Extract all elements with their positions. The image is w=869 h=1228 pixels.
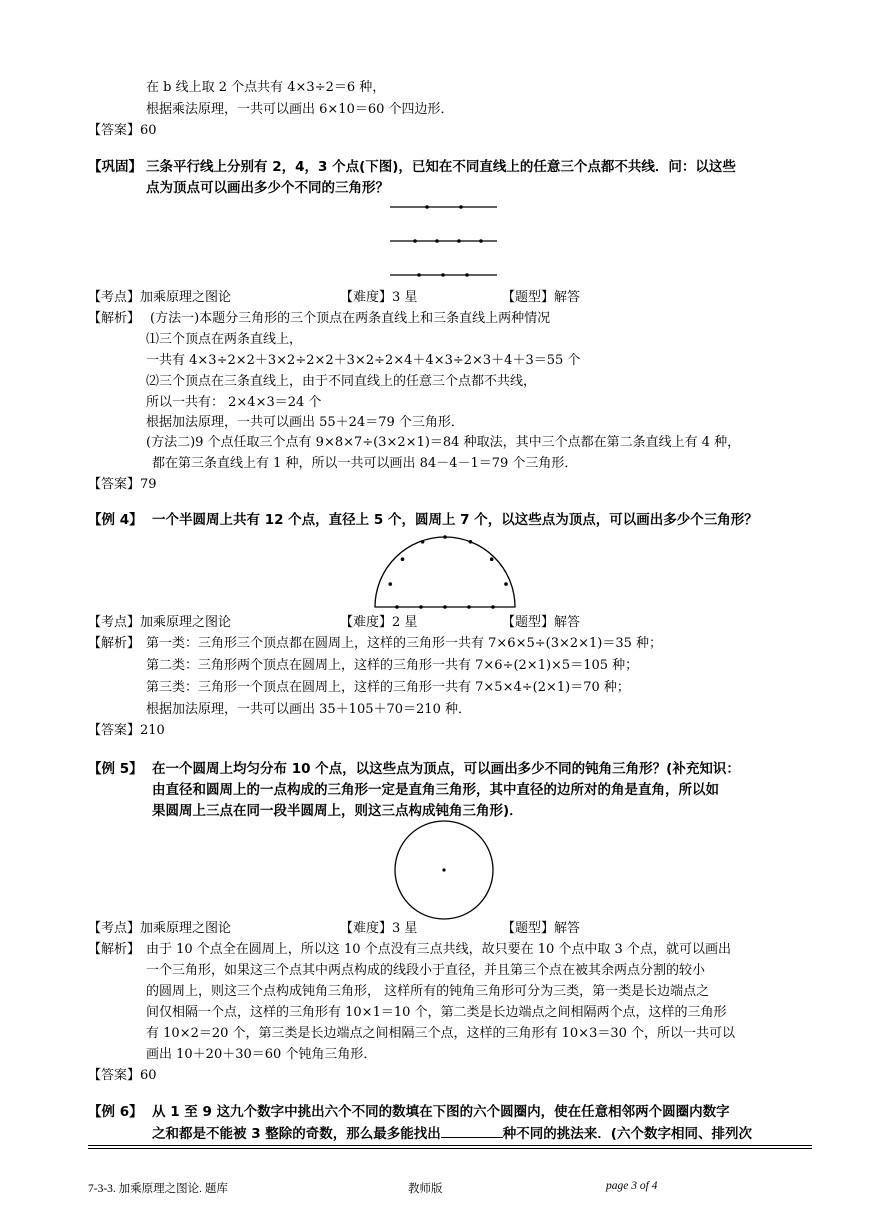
tixing-label: 【题型】 [502, 290, 555, 305]
nandu-value: 2 星 [392, 615, 418, 630]
answer-label: 【答案】 [88, 723, 141, 738]
answer-value: 60 [140, 123, 157, 138]
answer-row [88, 722, 165, 740]
nandu-label: 【难度】 [340, 921, 393, 936]
question-text: 之和都是不能被 3 整除的奇数，那么最多能找出 [152, 1126, 441, 1142]
footer-center: 教师版 [408, 1181, 443, 1195]
example-5-label: 【例 5】 [88, 761, 143, 777]
meta-row [340, 920, 417, 938]
tixing-value: 解答 [554, 615, 581, 630]
footer-left: 7-3-3. 加乘原理之图论. 题库 [88, 1183, 228, 1195]
solution-line: (方法一)本题分三角形的三个顶点在两条直线上和三条直线上两种情况 [150, 311, 551, 326]
question-line: 果圆周上三点在同一段半圆周上，则这三点构成钝角三角形)． [152, 803, 523, 819]
answer-blank [441, 1124, 503, 1138]
answer-label: 【答案】 [88, 123, 141, 138]
question-text: 种不同的挑法来．(六个数字相同、排列次 [502, 1126, 752, 1142]
solution-line: 的圆周上，则这三个点构成钝角三角形， 这样所有的钝角三角形可分为三类，第一类是长边端点之 [146, 984, 710, 999]
nandu-label: 【难度】 [340, 615, 393, 630]
nandu-label: 【难度】 [340, 290, 393, 305]
answer-row [88, 476, 157, 494]
solution-line: 有 10×2＝20 个，第三类是长边端点之间相隔三个点，这样的三角形有 10×3＝30 个，所以一共可以 [146, 1026, 736, 1041]
parallel-lines-figure [385, 198, 505, 284]
meta-row [502, 920, 580, 938]
solution-line: 第三类：三角形一个顶点在圆周上，这样的三角形一共有 7×5×4÷(2×1)＝70 种； [146, 680, 630, 695]
kaodian-label: 【考点】 [88, 615, 141, 630]
solution-line: (方法二)9 个点任取三个点有 9×8×7÷(3×2×1)＝84 种取法，其中三个点都在第二条直线上有 4 种， [146, 435, 741, 450]
tixing-label: 【题型】 [502, 615, 555, 630]
answer-label: 【答案】 [88, 1068, 141, 1083]
solution-line: 一个三角形，如果这三个点其中两点构成的线段小于直径，并且第三个点在被其余两点分割的较小 [146, 963, 706, 978]
solution-line: 根据乘法原理，一共可以画出 6×10＝60 个四边形． [146, 102, 454, 117]
kaodian-label: 【考点】 [88, 290, 141, 305]
question-line [152, 1124, 752, 1143]
question-line: 点为顶点可以画出多少个不同的三角形？ [146, 180, 389, 196]
example-4-label: 【例 4】 [88, 512, 143, 528]
question-line: 从 1 至 9 这九个数字中挑出六个不同的数填在下图的六个圆圈内，使在任意相邻两个圆圈内数字 [152, 1104, 730, 1120]
solution-line: 画出 10＋20＋30＝60 个钝角三角形． [146, 1047, 377, 1062]
solution-line: 根据加法原理，一共可以画出 35＋105＋70＝210 种． [146, 702, 471, 717]
nandu-value: 3 星 [392, 290, 418, 305]
footer-rule [88, 1148, 812, 1149]
answer-value: 210 [140, 723, 165, 738]
solution-line: 在 b 线上取 2 个点共有 4×3÷2＝6 种， [146, 80, 386, 95]
solution-line: ⑴三个顶点在两条直线上， [146, 332, 303, 347]
footer-page: page 3 of 4 [606, 1180, 658, 1192]
meta-row [340, 614, 417, 632]
answer-row [88, 122, 157, 140]
tixing-label: 【题型】 [502, 921, 555, 936]
solution-line: 都在第三条直线上有 1 种，所以一共可以画出 84－4－1＝79 个三角形． [152, 456, 578, 471]
meta-row [340, 289, 417, 307]
kaodian-value: 加乘原理之图论 [140, 290, 232, 305]
tixing-value: 解答 [554, 290, 581, 305]
circle-figure [391, 817, 497, 923]
answer-label: 【答案】 [88, 477, 141, 492]
meta-row [88, 289, 231, 307]
answer-value: 79 [140, 477, 157, 492]
nandu-value: 3 星 [392, 921, 418, 936]
kaodian-label: 【考点】 [88, 921, 141, 936]
answer-value: 60 [140, 1068, 157, 1083]
solution-line: 所以一共有： 2×4×3＝24 个 [146, 395, 322, 410]
gonggu-label: 【巩固】 [88, 159, 142, 175]
question-line: 在一个圆周上均匀分布 10 个点，以这些点为顶点，可以画出多少不同的钝角三角形？(补充知识： [152, 761, 740, 777]
solution-line: 由于 10 个点全在圆周上，所以这 10 个点没有三点共线，故只要在 10 个点中取 3 个点，就可以画出 [146, 942, 731, 957]
question-line: 一个半圆周上共有 12 个点，直径上 5 个，圆周上 7 个，以这些点为顶点，可以画出多少个三角形？ [152, 512, 758, 528]
jiexi-label: 【解析】 [88, 942, 141, 957]
question-line: 由直径和圆周上的一点构成的三角形一定是直角三角形，其中直径的边所对的角是直角，所以如 [152, 782, 719, 798]
footer-rule [88, 1145, 812, 1146]
meta-row [88, 614, 231, 632]
kaodian-value: 加乘原理之图论 [140, 921, 232, 936]
jiexi-label: 【解析】 [88, 311, 141, 326]
question-line: 三条平行线上分别有 2，4，3 个点(下图)，已知在不同直线上的任意三个点都不共线．问：以这些 [146, 159, 736, 175]
solution-line: 一共有 4×3÷2×2＋3×2÷2×2＋3×2÷2×4＋4×3÷2×3＋4＋3＝55 个 [146, 353, 581, 368]
meta-row [502, 289, 580, 307]
meta-row [88, 920, 231, 938]
example-6-label: 【例 6】 [88, 1104, 143, 1120]
semicircle-figure [370, 533, 520, 613]
solution-line: 间仅相隔一个点，这样的三角形有 10×1＝10 个，第二类是长边端点之间相隔两个点，这样的三角形 [146, 1005, 727, 1020]
solution-line: ⑵三个顶点在三条直线上，由于不同直线上的任意三个点都不共线， [146, 374, 537, 389]
answer-row [88, 1067, 157, 1085]
solution-line: 第二类：三角形两个顶点在圆周上，这样的三角形一共有 7×6÷(2×1)×5＝105 种； [146, 658, 639, 673]
solution-line: 第一类：三角形三个顶点都在圆周上，这样的三角形一共有 7×6×5÷(3×2×1)＝35 种； [146, 636, 663, 651]
kaodian-value: 加乘原理之图论 [140, 615, 232, 630]
tixing-value: 解答 [554, 921, 581, 936]
jiexi-label: 【解析】 [88, 636, 141, 651]
solution-line: 根据加法原理，一共可以画出 55＋24＝79 个三角形． [146, 415, 464, 430]
meta-row [502, 614, 580, 632]
